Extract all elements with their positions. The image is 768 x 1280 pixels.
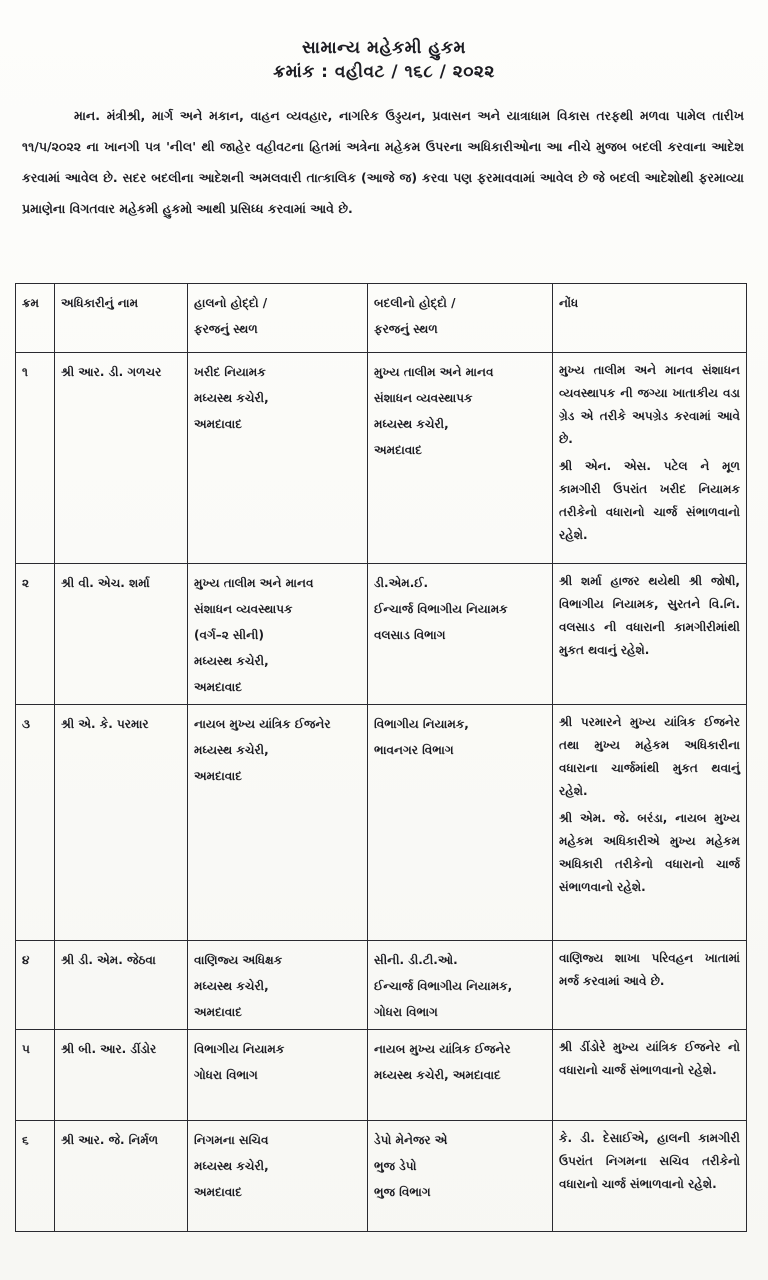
table-row [16,705,747,941]
row-current-post [188,941,368,1030]
note-paragraph: શ્રી પરમારને મુખ્ય યાંત્રિક ઈજનેર તથા મુખ્ય મહેકમ અધિકારીના વધારાના ચાર્જમાંથી મુકત થવાનું રહેશે. [559,715,740,798]
order-title: સામાન્ય મહેકમી હુકમ [302,38,466,58]
row-current-post [188,705,368,941]
header-current-line-1: હાલનો હોદ્દો / [194,296,268,310]
current-line: ખરીદ નિયામક [194,365,266,379]
row-note [553,1121,747,1232]
row-serial: ૪ [16,941,55,1030]
transfer-table [15,283,747,1232]
row-current-post [188,353,368,564]
current-line: વાણિજ્ય અધિક્ષક [194,953,283,967]
table-row [16,1121,747,1232]
new-line: ગોધરા વિભાગ [374,1005,438,1019]
current-line: મધ્યસ્થ કચેરી, [194,654,269,668]
header-new-post [368,284,553,353]
row-current-post [188,1030,368,1121]
current-line: અમદાવાદ [194,769,242,783]
row-officer-name: શ્રી આર. ડી. ગળચર [55,353,188,564]
row-note [553,705,747,941]
row-officer-name: શ્રી બી. આર. ડીંડોર [55,1030,188,1121]
current-line: મધ્યસ્થ કચેરી, [194,979,269,993]
row-officer-name: શ્રી એ. કે. પરમાર [55,705,188,941]
current-line: અમદાવાદ [194,417,242,431]
current-line: વિભાગીય નિયામક [194,1042,285,1056]
new-line: ડી.એમ.ઈ. [374,576,429,590]
current-line: મધ્યસ્થ કચેરી, [194,743,269,757]
note-paragraph: શ્રી એન. એસ. પટેલ ને મૂળ કામગીરી ઉપરાંત ખરીદ નિયામક તરીકેનો વધારાનો ચાર્જ સંભાળવાનો રહેશે. [559,459,740,542]
row-serial: ૬ [16,1121,55,1232]
order-number: ક્રમાંક : વહીવટ / ૧૬૮ / ૨૦૨૨ [273,62,495,82]
new-line: વિભાગીય નિયામક, [374,717,469,731]
new-line: ભુજ વિભાગ [374,1185,431,1199]
new-line: ઈન્ચાર્જ વિભાગીય નિયામક, [374,979,513,993]
row-officer-name: શ્રી ડી. એમ. જેઠવા [55,941,188,1030]
note-paragraph: શ્રી એમ. જે. બરંડા, નાયબ મુખ્ય મહેકમ અધિકારીએ મુખ્ય મહેકમ અધિકારી તરીકેનો વધારાનો ચાર્જ સંભાળવાનો રહેશે. [559,811,740,894]
header-note: નોંધ [553,284,747,353]
current-line: અમદાવાદ [194,1185,242,1199]
note-paragraph: શ્રી ડીંડોરે મુખ્ય યાંત્રિક ઈજનેર નો વધારાનો ચાર્જ સંભાળવાનો રહેશે. [559,1040,740,1077]
table-row [16,1030,747,1121]
new-line: અમદાવાદ [374,443,422,457]
new-line: સીની. ડી.ટી.ઓ. [374,953,458,967]
table-header-row [16,284,747,353]
header-serial: ક્રમ [16,284,55,353]
note-paragraph: શ્રી શર્મા હાજર થયેથી શ્રી જોષી, વિભાગીય નિયામક, સુરતને વિ.નિ. વલસાડ ની વધારાની કામગીરીમાંથી મુકત થવાનું રહેશે. [559,574,740,657]
row-new-post [368,1121,553,1232]
current-line: નિગમના સચિવ [194,1133,269,1147]
header-officer-name: અધિકારીનું નામ [55,284,188,353]
new-line: સંશાધન વ્યવસ્થાપક [374,391,473,405]
new-line: ભુજ ડેપો [374,1159,417,1173]
row-officer-name: શ્રી વી. એચ. શર્મા [55,564,188,705]
current-line: સંશાધન વ્યવસ્થાપક [194,602,293,616]
row-new-post [368,705,553,941]
header-new-line-1: બદલીનો હોદ્દો / [374,296,456,310]
current-line: મધ્યસ્થ કચેરી, [194,391,269,405]
new-line: મુખ્ય તાલીમ અને માનવ [374,365,494,379]
new-line: નાયબ મુખ્ય યાંત્રિક ઈજનેર [374,1042,511,1056]
row-note [553,353,747,564]
row-new-post [368,941,553,1030]
new-line: મધ્યસ્થ કચેરી, [374,417,449,431]
row-new-post [368,564,553,705]
current-line: મધ્યસ્થ કચેરી, [194,1159,269,1173]
header-current-post [188,284,368,353]
row-current-post [188,564,368,705]
current-line: અમદાવાદ [194,680,242,694]
current-line: અમદાવાદ [194,1005,242,1019]
new-line: ડેપો મેનેજર એ [374,1133,448,1147]
row-officer-name: શ્રી આર. જે. નિર્મળ [55,1121,188,1232]
row-note [553,1030,747,1121]
row-serial: ૩ [16,705,55,941]
current-line: (વર્ગ–૨ સીની) [194,628,264,642]
header-current-line-2: ફરજનું સ્થળ [194,322,258,336]
row-note [553,941,747,1030]
current-line: મુખ્ય તાલીમ અને માનવ [194,576,314,590]
note-paragraph: વાણિજ્ય શાખા પરિવહન ખાતામાં મર્જ કરવામાં આવે છે. [559,951,740,988]
row-serial: ૧ [16,353,55,564]
row-current-post [188,1121,368,1232]
row-new-post [368,1030,553,1121]
new-line: ભાવનગર વિભાગ [374,743,454,757]
current-line: નાયબ મુખ્ય યાંત્રિક ઈજનેર [194,717,331,731]
new-line: મધ્યસ્થ કચેરી, અમદાવાદ [374,1068,501,1082]
table-row [16,941,747,1030]
table-row [16,353,747,564]
table-row [16,564,747,705]
note-paragraph: કે. ડી. દેસાઈએ, હાલની કામગીરી ઉપરાંત નિગમના સચિવ તરીકેનો વધારાનો ચાર્જ સંભાળવાનો રહેશે. [559,1131,740,1191]
new-line: વલસાડ વિભાગ [374,628,446,642]
current-line: ગોધરા વિભાગ [194,1068,258,1082]
row-serial: ૫ [16,1030,55,1121]
intro-paragraph: માન. મંત્રીશ્રી, માર્ગ અને મકાન, વાહન વ્યવહાર, નાગરિક ઉડ્ડયન, પ્રવાસન અને યાત્રાધામ વિકાસ તરફથી મળવા પામેલ તારીખ ૧૧/૫/૨૦૨૨ ના ખાનગી પત્ર 'નીલ' થી જાહેર વહીવટના હિતમાં અત્રેના મહેકમ ઉપરના અધિકારીઓના આ નીચે મુજબ બદલી કરવાના આદેશ કરવામાં આવેલ છે. સદર બદલીના આદેશની અમલવારી તાત્કાલિક (આજે જ) કરવા પણ ફરમાવવામાં આવેલ છે જે બદલી આદેશોથી ફરમાવ્યા પ્રમાણેના વિગતવાર મહેકમી હુકમો આથી પ્રસિધ્ધ કરવામાં આવે છે. [22,108,744,216]
row-new-post [368,353,553,564]
row-note [553,564,747,705]
new-line: ઈન્ચાર્જ વિભાગીય નિયામક [374,602,508,616]
header-new-line-2: ફરજનું સ્થળ [374,322,438,336]
note-paragraph: મુખ્ય તાલીમ અને માનવ સંશાધન વ્યવસ્થાપક ની જગ્યા ખાતાકીય વડા ગ્રેડ એ તરીકે અપગ્રેડ કરવામાં આવે છે. [559,363,740,446]
row-serial: ૨ [16,564,55,705]
